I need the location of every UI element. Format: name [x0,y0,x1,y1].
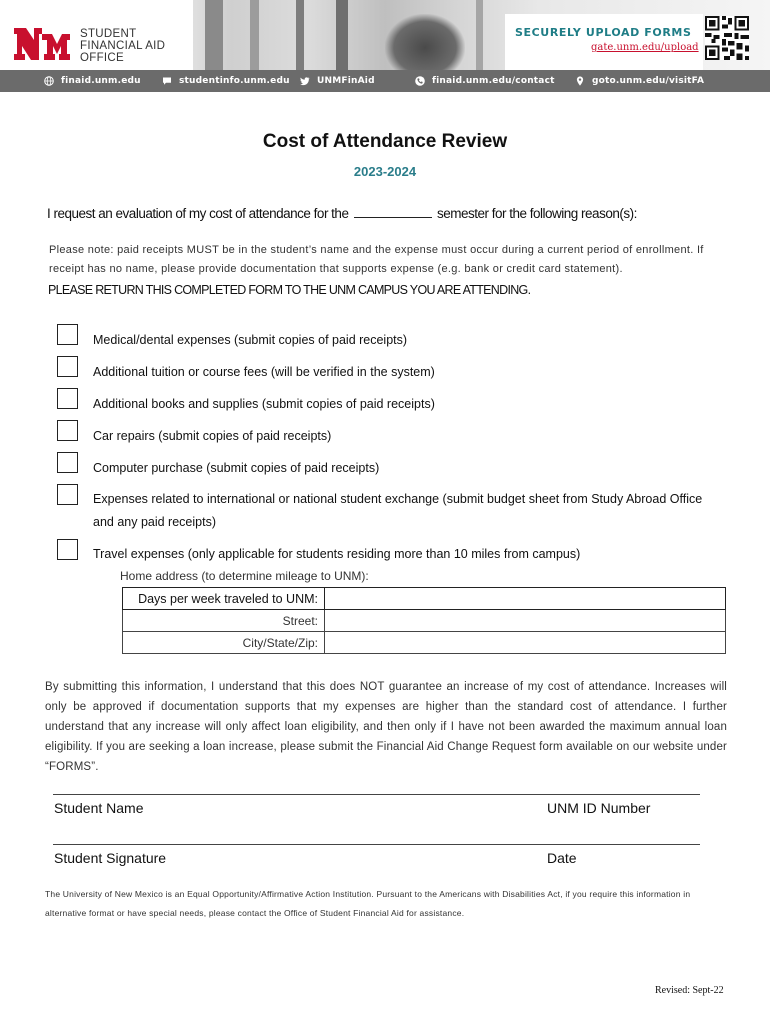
phone-icon [415,76,425,86]
date-label: Date [547,850,577,866]
table-row [123,610,726,632]
unm-id-label: UNM ID Number [547,800,651,816]
student-name-label: Student Name [54,800,144,816]
checkbox-computer[interactable] [57,452,78,473]
office-name-line: OFFICE [80,52,124,64]
days-per-week-field[interactable] [325,588,726,610]
city-state-zip-label: City/State/Zip: [123,632,325,654]
reason-label: Computer purchase (submit copies of paid receipts) [93,461,380,475]
contact-link-twitter[interactable] [300,74,375,88]
checkbox-car-repairs[interactable] [57,420,78,441]
tree-trunk [250,0,259,70]
qr-code-icon[interactable] [705,16,749,60]
tree-trunk [205,0,223,70]
student-name-line[interactable] [53,794,700,795]
contact-link-label: UNMFinAid [317,76,375,86]
tree-trunk [336,0,348,70]
upload-link[interactable]: gate.unm.edu/upload [591,42,699,53]
upload-title: SECURELY UPLOAD FORMS [515,26,692,39]
form-title: Cost of Attendance Review [262,131,508,152]
office-name [80,28,165,64]
receipt-note: Please note: paid receipts MUST be in the student’s name and the expense must occur during a current period of enrollment. If receipt has no name, please provide documentation that supports expense (e.g. bank or credit card statement). [49,244,704,275]
contact-link-label: goto.unm.edu/visitFA [592,76,705,86]
agreement-statement: By submitting this information, I understand that this does NOT guarantee an increase of my cost of attendance. Increases will only be approved if documentation supports that my expenses are higher than the standard cost of attendance. I further understand that any increase will only affect loan eligibility, and then only if I have not been awarded the maximum annual loan eligibility. If you are seeking a loan increase, please submit the Financial Aid Change Request form available on our website under “FORMS”. [45,681,727,773]
lobo-statue-photo [385,14,465,70]
request-statement [47,206,637,221]
checkbox-tuition[interactable] [57,356,78,377]
request-prefix: I request an evaluation of my cost of attendance for the [47,206,349,221]
contact-link-contact[interactable] [415,74,555,88]
chat-icon [162,76,172,86]
student-signature-line[interactable] [53,844,700,845]
student-signature-label: Student Signature [54,850,167,866]
request-suffix: semester for the following reason(s): [436,206,637,221]
city-state-zip-field[interactable] [325,632,726,654]
reason-label: Medical/dental expenses (submit copies of paid receipts) [93,333,408,347]
reason-label: Additional tuition or course fees (will be verified in the system) [93,365,435,379]
street-field[interactable] [325,610,726,632]
office-name-line: FINANCIAL AID [80,40,166,52]
twitter-icon [300,76,310,86]
home-address-label: Home address (to determine mileage to UNM): [120,569,369,583]
contact-link-label: finaid.unm.edu/contact [432,76,555,86]
contact-link-label: finaid.unm.edu [61,76,141,86]
tree-trunk [476,0,483,70]
table-row [123,632,726,654]
travel-address-table [122,587,726,654]
reason-label: Car repairs (submit copies of paid receipts) [93,429,332,443]
tree-trunk [296,0,304,70]
street-label: Street: [123,610,325,632]
checkbox-books[interactable] [57,388,78,409]
contact-bar [0,70,770,92]
contact-link-label: studentinfo.unm.edu [179,76,290,86]
checkbox-student-exchange[interactable] [57,484,78,505]
reason-label: Travel expenses (only applicable for students residing more than 10 miles from campus) [93,547,581,561]
globe-icon [44,76,54,86]
reason-label: Expenses related to international or national student exchange (submit budget sheet from Study Abroad Office and any paid receipts) [93,492,703,529]
checkbox-travel[interactable] [57,539,78,560]
unm-logo-icon [12,24,72,64]
location-pin-icon [575,76,585,86]
checkbox-medical[interactable] [57,324,78,345]
days-per-week-label: Days per week traveled to UNM: [123,588,325,610]
revision-date: Revised: Sept-22 [655,985,724,996]
office-name-line: STUDENT [80,28,137,40]
header-banner [0,0,770,70]
contact-link-studentinfo[interactable] [162,74,290,88]
return-notice: PLEASE RETURN THIS COMPLETED FORM TO THE UNM CAMPUS YOU ARE ATTENDING. [48,283,531,297]
eeo-statement: The University of New Mexico is an Equal Opportunity/Affirmative Action Institution. Pursuant to the Americans with Disabilities Act, if you require this information in alternative format or have special needs, please contact the Office of Student Financial Aid for assistance. [45,889,691,918]
semester-blank-field[interactable] [354,206,432,218]
table-row [123,588,726,610]
reason-label: Additional books and supplies (submit copies of paid receipts) [93,397,435,411]
contact-link-visit[interactable] [575,74,704,88]
award-year: 2023-2024 [353,164,417,179]
contact-link-website[interactable] [44,74,141,88]
